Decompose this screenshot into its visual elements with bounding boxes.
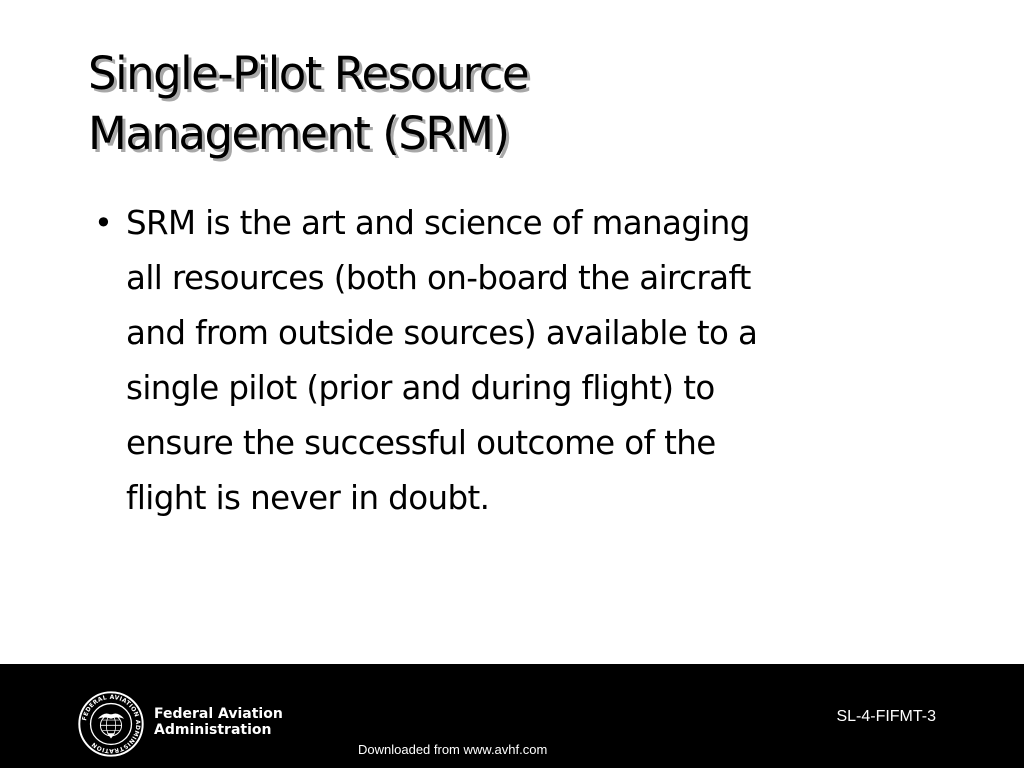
bullet-symbol: • (94, 204, 113, 242)
svg-text:FEDERAL AVIATION ADMINISTRATIO: FEDERAL AVIATION ADMINISTRATION (81, 693, 142, 755)
bullet-line-6: flight is never in doubt. (126, 479, 490, 517)
footer-bar (0, 664, 1024, 768)
slide-code: SL-4-FIFMT-3 (836, 708, 936, 725)
slide-title (88, 44, 968, 164)
bullet-list (88, 196, 968, 526)
download-note: Downloaded from www.avhf.com (358, 742, 548, 757)
bullet-line-1: SRM is the art and science of managing (126, 204, 750, 242)
bullet-item (88, 196, 968, 526)
title-line-2: Management (SRM) (88, 107, 509, 160)
bullet-line-4: single pilot (prior and during flight) to (126, 369, 715, 407)
agency-line-2: Administration (154, 722, 272, 738)
bullet-line-2: all resources (both on-board the aircraft (126, 259, 751, 297)
bullet-line-5: ensure the successful outcome of the (126, 424, 716, 462)
bullet-text (126, 196, 968, 526)
faa-seal-icon (78, 691, 144, 757)
agency-name (154, 706, 283, 738)
agency-line-1: Federal Aviation (154, 706, 283, 722)
title-line-1: Single-Pilot Resource (88, 47, 529, 100)
bullet-line-3: and from outside sources) available to a (126, 314, 758, 352)
